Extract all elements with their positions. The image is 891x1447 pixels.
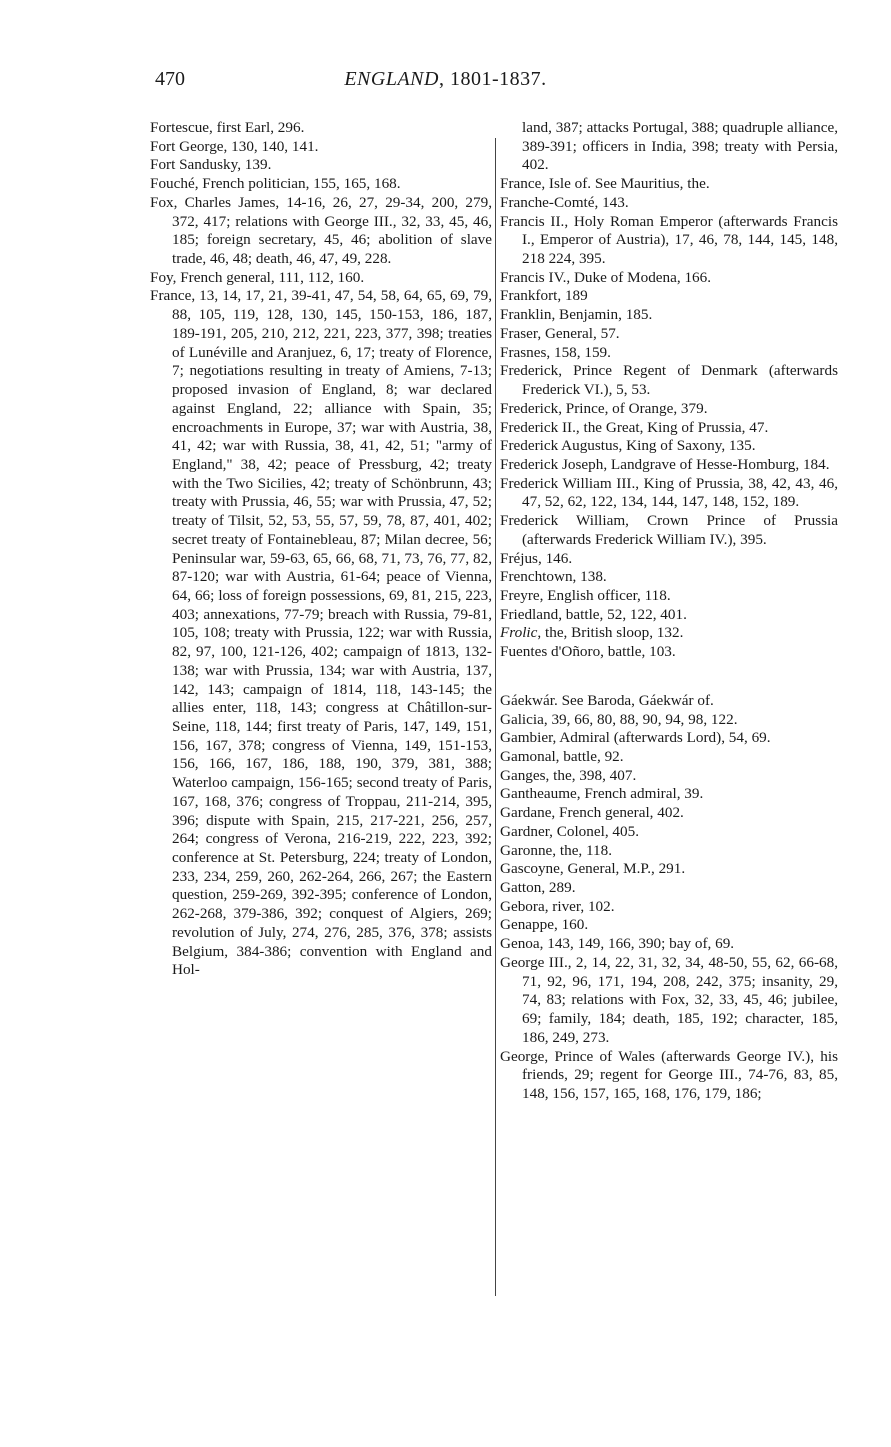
index-entry: Gambier, Admiral (afterwards Lord), 54, 69. <box>500 729 771 747</box>
index-entry: Frederick, Prince, of Orange, 379. <box>500 399 708 417</box>
index-entry: Fort Sandusky, 139. <box>150 156 272 174</box>
index-entry: Fréjus, 146. <box>500 549 573 567</box>
index-entry: Fouché, French politician, 155, 165, 168. <box>150 175 401 193</box>
index-entry: Gáekwár. See Baroda, Gáekwár of. <box>500 691 714 709</box>
index-entry: Gardane, French general, 402. <box>500 804 684 822</box>
index-entry: Frederick Joseph, Landgrave of Hesse-Homburg, 184. <box>500 455 830 473</box>
index-column-right <box>500 119 838 1104</box>
index-entry: Frederick, Prince Regent of Denmark (afterwards Frederick VI.), 5, 53. <box>500 362 838 399</box>
index-entry: Friedland, battle, 52, 122, 401. <box>500 605 687 623</box>
running-title-years: , 1801-1837. <box>438 68 547 90</box>
index-entry: Gantheaume, French admiral, 39. <box>500 785 704 803</box>
index-entry: Gascoyne, General, M.P., 291. <box>500 860 686 878</box>
index-entry-continuation: land, 387; attacks Portugal, 388; quadruple alliance, 389-391; officers in India, 398; treaty with Persia, 402. <box>522 119 838 174</box>
index-entry: Franche-Comté, 143. <box>500 193 629 211</box>
index-entry: Gamonal, battle, 92. <box>500 748 624 765</box>
index-entry: Frenchtown, 138. <box>500 568 607 586</box>
index-entry: Francis IV., Duke of Modena, 166. <box>500 268 712 286</box>
index-entry: Genappe, 160. <box>500 916 589 934</box>
index-entry: Francis II., Holy Roman Emperor (afterwards Francis I., Emperor of Austria), 17, 46, 78, 144, 145, 148, 218 224, 395. <box>500 212 838 268</box>
index-entry: Garonne, the, 118. <box>500 841 613 859</box>
index-entry: George, Prince of Wales (afterwards George IV.), his friends, 29; regent for George III., 74-76, 83, 85, 148, 156, 157, 165, 168, 176, 179, 186; <box>500 1047 838 1102</box>
index-entry: Fuentes d'Oñoro, battle, 103. <box>500 643 676 661</box>
index-entry: Frederick Augustus, King of Saxony, 135. <box>500 437 756 455</box>
index-entry-text: , the, British sloop, 132. <box>537 624 684 642</box>
index-entry: Gebora, river, 102. <box>500 897 615 915</box>
running-title <box>0 68 891 91</box>
index-entry: Foy, French general, 111, 112, 160. <box>150 268 365 286</box>
index-entry: France, 13, 14, 17, 21, 39-41, 47, 54, 58, 64, 65, 69, 79, 88, 105, 119, 128, 130, 145, 150-153, 186, 187, 189-191, 205, 210, 212, 221, 223, 377, 398; treaties of Lunéville and Aranjuez, 6, 17; treaty of Florence, 7; negotiations resulting in treaty of Amiens, 7-13; proposed invasion of England, 8; war declared against England, 22; alliance with Spain, 35; encroachments in Europe, 37; war with Austria, 38, 41, 42; war with Russia, 38, 41, 42, 51; "army of England," 38, 42; peace of Pressburg, 42; treaty with the Two Sicilies, 42; treaty of Schönbrunn, 43; treaty with Prussia, 46, 55; war with Prussia, 47, 52; treaty of Tilsit, 52, 53, 55, 57, 59, 78, 87, 401, 402; secret treaty of Fontainebleau, 87; Milan decree, 56; Peninsular war, 59-63, 65, 66, 68, 71, 73, 76, 77, 82, 87-120; war with Austria, 61-64; peace of Vienna, 64, 66; loss of foreign possessions, 69, 81, 215, 223, 403; annexations, 77-79; breach with Russia, 79-81, 105, 108; treaty with Prussia, 122; war with Russia, 82, 97, 100, 121-126, 402; campaign of 1813, 132-138; war with Prussia, 134; war with Austria, 137, 142, 143; campaign of 1814, 118, 143-145; the allies enter, 118, 143; congress at Châtillon-sur-Seine, 118, 144; first treaty of Paris, 147, 149, 151, 156, 167, 378; congress of Vienna, 149, 151-153, 156, 166, 167, 186, 188, 190, 379, 381, 388; Waterloo campaign, 156-165; second treaty of Paris, 167, 168, 376; congress of Troppau, 211-214, 395, 396; dispute with Spain, 215, 217-221, 256, 257, 264; congress of Verona, 216-219, 222, 223, 392; conference at St. Petersburg, 224; treaty of London, 233, 234, 259, 260, 262-264, 266, 267; the Eastern question, 259-269, 392-395; conference of London, 262-268, 379-386, 392; conquest of Algiers, 269; revolution of July, 274, 276, 285, 376, 378; assists Belgium, 384-386; convention with England and Hol- <box>150 287 492 979</box>
index-entry: France, Isle of. See Mauritius, the. <box>500 175 710 193</box>
column-divider <box>495 138 496 1296</box>
index-column-left <box>150 119 492 980</box>
index-entry: Frasnes, 158, 159. <box>500 343 611 361</box>
index-entry: Freyre, English officer, 118. <box>500 586 671 604</box>
index-entry: Frederick William, Crown Prince of Prussia (afterwards Frederick William IV.), 395. <box>500 512 838 548</box>
index-entry: Frederick II., the Great, King of Prussia, 47. <box>500 418 769 436</box>
page-header <box>0 68 891 96</box>
index-entry: Frankfort, 189 <box>500 287 588 305</box>
index-entry: Gardner, Colonel, 405. <box>500 822 640 840</box>
index-entry: Galicia, 39, 66, 80, 88, 90, 94, 98, 122. <box>500 710 738 728</box>
page-number: 470 <box>155 68 185 90</box>
index-entry: Fort George, 130, 140, 141. <box>150 137 319 155</box>
index-entry: Fraser, General, 57. <box>500 324 620 342</box>
index-entry: Genoa, 143, 149, 166, 390; bay of, 69. <box>500 935 735 953</box>
index-entry: Gatton, 289. <box>500 879 576 897</box>
index-entry: George III., 2, 14, 22, 31, 32, 34, 48-50, 55, 62, 66-68, 71, 92, 96, 171, 194, 208, 242, 375; insanity, 29, 74, 83; relations with Fox, 32, 33, 45, 46; jubilee, 69; family, 184; death, 185, 192; character, 185, 186, 249, 273. <box>500 953 838 1046</box>
letter-section-gap <box>500 662 838 692</box>
index-entry <box>500 624 838 643</box>
index-entry: Franklin, Benjamin, 185. <box>500 306 653 324</box>
ship-name: Frolic <box>500 624 538 642</box>
index-entry: Ganges, the, 398, 407. <box>500 766 637 784</box>
index-entry: Fox, Charles James, 14-16, 26, 27, 29-34, 200, 279, 372, 417; relations with George III., 32, 33, 45, 46, 185; foreign secretary, 45, 46; abolition of slave trade, 46, 48; death, 46, 47, 49, 228. <box>150 193 492 268</box>
index-entry: Frederick William III., King of Prussia, 38, 42, 43, 46, 47, 52, 62, 122, 134, 144, 147, 148, 152, 189. <box>500 474 838 511</box>
running-title-main: ENGLAND <box>344 68 439 90</box>
index-entry: Fortescue, first Earl, 296. <box>150 119 305 136</box>
